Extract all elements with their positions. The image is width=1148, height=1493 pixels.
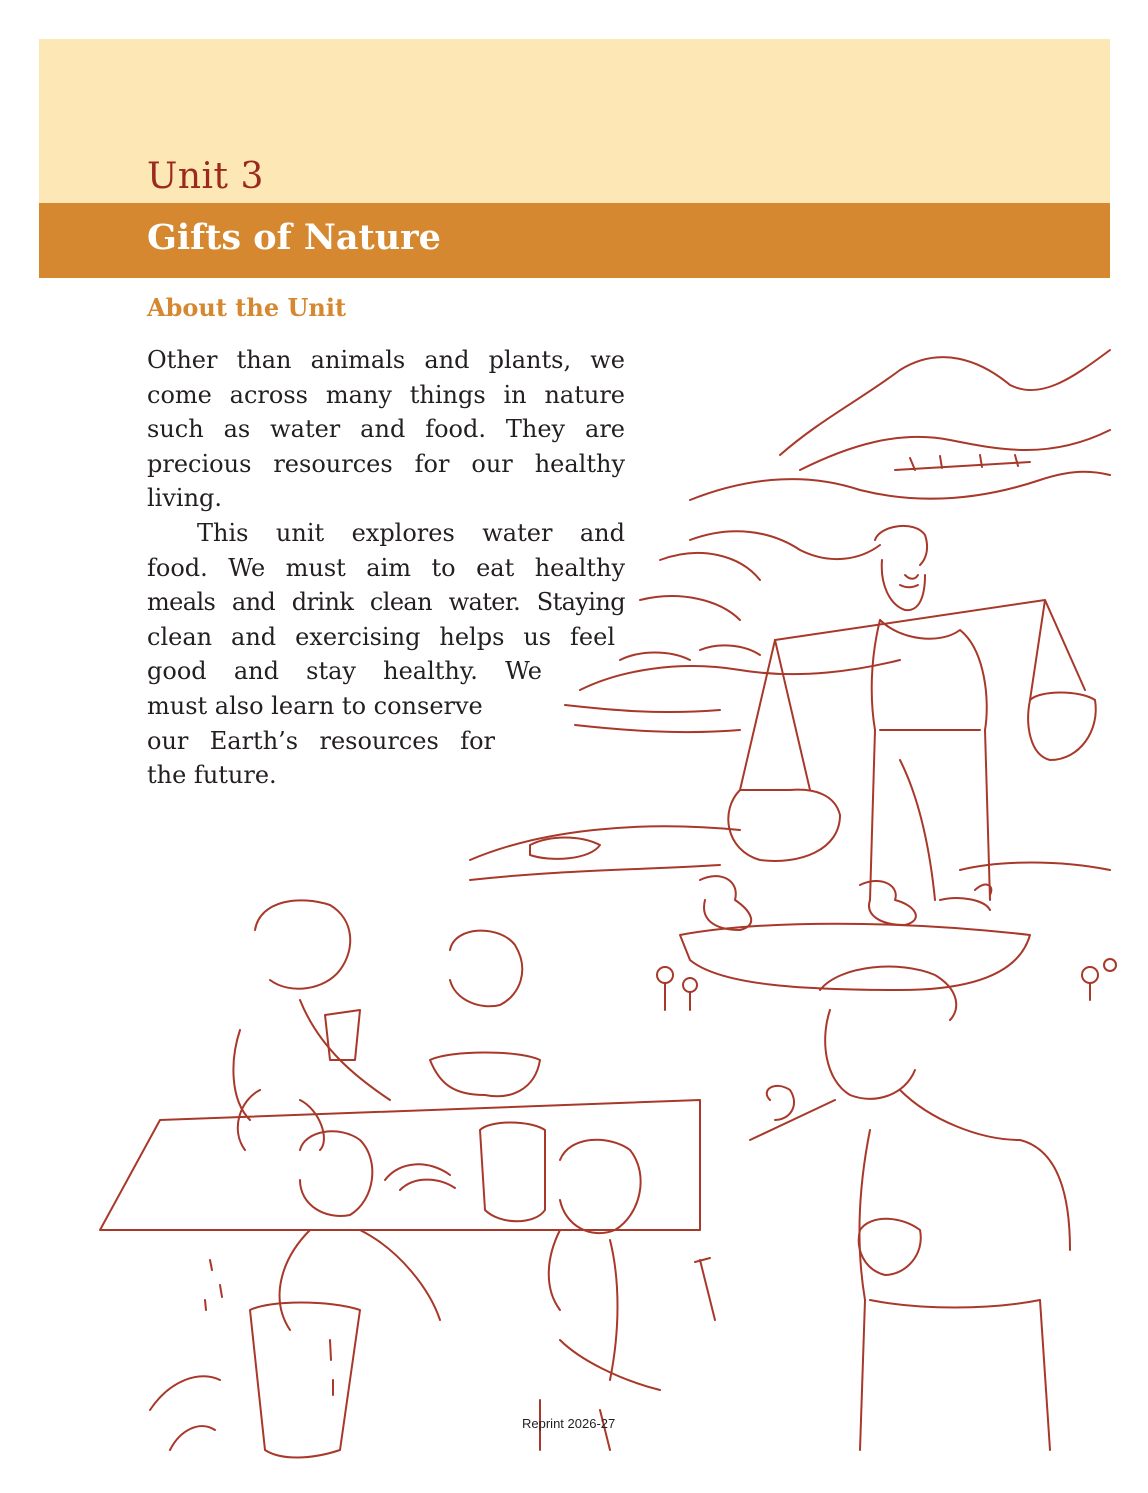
unit-paragraph-line: food. We must aim to eat healthy — [147, 553, 625, 582]
unit-paragraph-line: clean and exercising helps us feel — [147, 622, 615, 651]
ducks-icon — [680, 876, 1030, 990]
man-brushing-teeth-icon — [750, 967, 1070, 1450]
river-bank-icon — [470, 645, 1110, 880]
girl-with-toothbrush-icon — [540, 1140, 715, 1450]
man-carrying-pots-icon — [728, 526, 1095, 900]
unit-label: Unit 3 — [147, 156, 264, 197]
about-heading: About the Unit — [147, 293, 347, 322]
unit-paragraph-line: good and stay healthy. We — [147, 657, 542, 686]
unit-paragraph-line: our Earth’s resources for — [147, 726, 495, 755]
unit-paragraph-line: This unit explores water and — [197, 519, 625, 547]
unit-title: Gifts of Nature — [147, 217, 441, 258]
unit-paragraph-line: the future. — [147, 761, 277, 790]
unit-paragraph-line: meals and drink clean water. Staying — [147, 588, 625, 617]
unit-paragraph-line: must also learn to conserve — [147, 691, 483, 720]
reprint-note: Reprint 2026-27 — [522, 1416, 616, 1431]
child-washing-icon — [150, 1090, 440, 1458]
intro-paragraph: Other than animals and plants, we come across many things in nature such as water and food. They are precious resources for our healthy living. — [147, 346, 625, 513]
children-eating-icon — [100, 900, 700, 1230]
hills-icon — [640, 350, 1110, 620]
